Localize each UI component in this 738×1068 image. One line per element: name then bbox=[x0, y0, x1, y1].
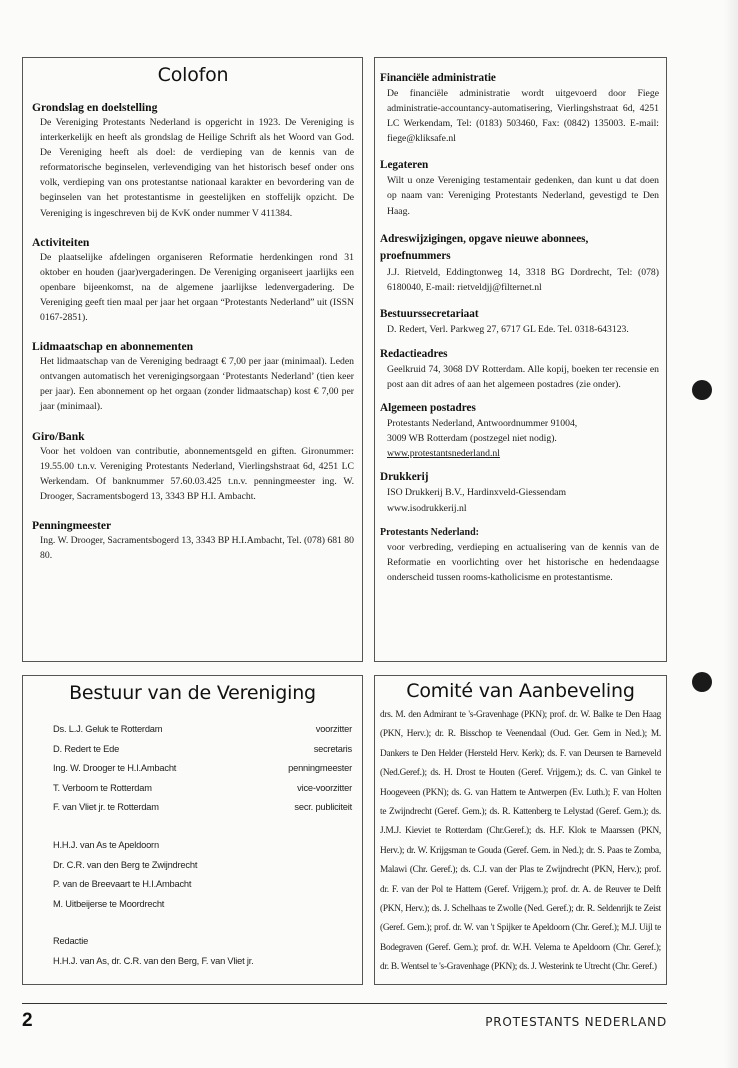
officer-row bbox=[53, 720, 352, 740]
member-line: P. van de Breevaart te H.I.Ambacht bbox=[53, 879, 192, 890]
section-legateren bbox=[380, 158, 659, 218]
officer-row bbox=[53, 740, 352, 760]
section-heading: Legateren bbox=[380, 159, 429, 172]
section-text: De financiële administratie wordt uitgevoerd door Fiege administratie-accountancy-automatisering, Vierlingshstraat 6d, 4251 LC Werkendam, Tel: (0183) 503460, Fax: (0842) 135003. E-mail: fiege@kliksafe.nl bbox=[387, 88, 659, 145]
footer-rule bbox=[22, 1003, 667, 1004]
section-text: De plaatselijke afdelingen organiseren Reformatie herdenkingen rond 31 oktober en houden (jaar)vergaderingen. De Vereniging organiseert jaarlijks een openbare bijeenkomst, na de algemene jaarlijkse ledenvergadering. De Vereniging geeft tien maal per jaar het orgaan “Protestants Nederland” uit (ISSN 0167-2851). bbox=[40, 251, 354, 324]
section-heading: Penningmeester bbox=[32, 518, 112, 532]
colofon-box bbox=[22, 57, 363, 662]
section-giro-bank bbox=[32, 429, 354, 504]
officer-name: D. Redert te Ede bbox=[53, 743, 120, 754]
officer-row bbox=[53, 798, 352, 818]
section-text: Voor het voldoen van contributie, abonnementsgeld en giften. Gironummer: 19.55.00 t.n.v. Vereniging Protestants Nederland, Vierlingshstraat 6d, 4251 LC Werkendam. Of banknummer 57.60.03.425 t.n.v. penningmeester ing. W. Drooger, Sacramentsbogerd 13, 3343 BP H.I. Ambacht. bbox=[40, 445, 354, 502]
section-heading: Financiële administratie bbox=[380, 72, 496, 84]
section-text: voor verbreding, verdieping en actualisering van de kennis van de Reformatie en voorlichting over het historische en hedendaagse onderscheid tussen rooms-katholicisme en protestantisme. bbox=[387, 541, 659, 583]
section-heading: Grondslag en doelstelling bbox=[32, 101, 158, 114]
page-number: 2 bbox=[22, 1010, 33, 1031]
officer-role: penningmeester bbox=[288, 763, 352, 774]
comite-box bbox=[374, 675, 667, 985]
spacer bbox=[53, 818, 352, 836]
section-heading: Algemeen postadres bbox=[380, 402, 476, 415]
officer-name: T. Verboom te Rotterdam bbox=[53, 782, 152, 793]
officer-name: Ds. L.J. Geluk te Rotterdam bbox=[53, 724, 163, 734]
section-text: J.J. Rietveld, Eddingtonweg 14, 3318 BG Dordrecht, Tel: (078) 6180040, E-mail: rietveldjj@filternet.nl bbox=[387, 266, 659, 293]
officer-row bbox=[53, 779, 352, 799]
member-line: H.H.J. van As te Apeldoorn bbox=[53, 839, 159, 850]
section-lidmaatschap bbox=[32, 339, 354, 414]
section-heading: Adreswijzigingen, opgave nieuwe abonnees, proefnummers bbox=[380, 232, 589, 262]
page-edge-shadow bbox=[724, 0, 738, 1068]
section-redactieadres bbox=[380, 347, 659, 392]
section-heading: Drukkerij bbox=[380, 471, 429, 484]
section-protestants-nederland bbox=[380, 525, 659, 585]
bestuur-title: Bestuur van de Vereniging bbox=[69, 682, 316, 704]
section-text: Protestants Nederland, Antwoordnummer 91004, bbox=[387, 418, 578, 430]
section-financiele-administratie bbox=[380, 71, 659, 146]
spacer bbox=[53, 914, 352, 932]
section-adreswijzigingen bbox=[380, 231, 659, 295]
section-activiteiten bbox=[32, 235, 354, 325]
member-line: Dr. C.R. van den Berg te Zwijndrecht bbox=[53, 859, 198, 870]
officer-role: secr. publiciteit bbox=[294, 802, 352, 813]
officer-row bbox=[53, 759, 352, 779]
contact-info-box bbox=[374, 57, 667, 662]
drukkerij-website[interactable]: www.isodrukkerij.nl bbox=[387, 502, 467, 514]
officer-name: F. van Vliet jr. te Rotterdam bbox=[53, 802, 159, 813]
bestuur-box bbox=[22, 675, 363, 985]
officer-name: Ing. W. Drooger te H.I.Ambacht bbox=[53, 763, 177, 774]
redactie-label: Redactie bbox=[53, 936, 89, 947]
section-text: Het lidmaatschap van de Vereniging bedraagt € 7,00 per jaar (minimaal). Leden ontvangen automatisch het verenigingsorgaan ‘Protestants Nederland’ (tien keer per jaar). Een abonnement op het orgaan (zonder lidmaatschap) kost € 7,00 per jaar (minimaal). bbox=[40, 356, 354, 413]
section-text: ISO Drukkerij B.V., Hardinxveld-Giessendam bbox=[387, 487, 567, 499]
section-text: Geelkruid 74, 3068 DV Rotterdam. Alle kopij, boeken ter recensie en post aan dit adres of aan het algemeen postadres (zie onder). bbox=[387, 363, 659, 391]
section-heading: Redactieadres bbox=[380, 347, 448, 360]
journal-name: PROTESTANTS NEDERLAND bbox=[485, 1015, 667, 1029]
section-grondslag bbox=[32, 100, 354, 221]
colofon-title: Colofon bbox=[157, 64, 229, 86]
website-link[interactable]: www.protestantsnederland.nl bbox=[387, 448, 500, 460]
section-bestuurssecretariaat bbox=[380, 307, 659, 337]
section-text: D. Redert, Verl. Parkweg 27, 6717 GL Ede. Tel. 0318-643123. bbox=[387, 323, 629, 335]
punch-hole bbox=[692, 672, 712, 692]
punch-hole bbox=[692, 380, 712, 400]
section-heading: Protestants Nederland: bbox=[380, 526, 479, 538]
section-penningmeester bbox=[32, 518, 354, 563]
section-heading: Giro/Bank bbox=[32, 429, 85, 443]
section-text: De Vereniging Protestants Nederland is opgericht in 1923. De Vereniging is interkerkelijk en heeft als grondslag de Heilige Schrift als het Woord van God. De Vereniging heeft als doel: de verdieping van de kennis van de reformatorische beginselen, verlevendiging van het historisch besef onder ons volk, verdieping van ons protestantse nationaal karakter en bevordering van de beginselen van het protestantisme in geestelijken en stoffelijk opzicht. De Vereniging is ingeschreven bij de KvK onder nummer V 411384. bbox=[40, 117, 354, 219]
officer-role: secretaris bbox=[313, 743, 352, 754]
member-line: M. Uitbeijerse te Moordrecht bbox=[53, 898, 165, 909]
section-heading: Activiteiten bbox=[32, 235, 90, 249]
section-text: 3009 WB Rotterdam (postzegel niet nodig). bbox=[387, 433, 557, 445]
section-text: Ing. W. Drooger, Sacramentsbogerd 13, 3343 BP H.I.Ambacht, Tel. (078) 681 80 80. bbox=[40, 534, 354, 561]
officer-role: vice-voorzitter bbox=[297, 782, 352, 793]
comite-title: Comité van Aanbeveling bbox=[406, 680, 635, 702]
section-heading: Bestuurssecretariaat bbox=[380, 307, 479, 320]
redactie-names: H.H.J. van As, dr. C.R. van den Berg, F. van Vliet jr. bbox=[53, 955, 254, 966]
comite-members-text: drs. M. den Admirant te 's-Gravenhage (PKN); prof. dr. W. Balke te Den Haag (PKN, Herv.); dr. R. Bisschop te Veenendaal (Oud. Ger. Gem in Ned.); M. Dankers te Den Helder (Hersteld Herv. Kerk); ds. F. van Deursen te Barneveld (Ned.Geref.); ds. H. Drost te Houten (Geref. Vrijgem.); ds. C. van Ginkel te Hoogeveen (PKN); ds. G. van Hattem te Antwerpen (Ev. Luth.); F. van Holten te Zwijndrecht (Geref. Gem.); ds. R. Kattenberg te Lelystad (Geref. Gem.); ds. J.M.J. Kieviet te Rotterdam (Chr.Geref.); ds. H.F. Klok te Maarssen (PKN, Herv.); dr. W. Krijgsman te Gouda (Geref. Gem. in Ned.); dr. S. Paas te Zomba, Malawi (Chr. Geref.); ds. C.J. van der Plas te Zwijndrecht (PKN, Herv.); prof. dr. F. van der Pol te Hattem (Geref. Vrijgem.); prof. dr. A. de Reuver te Delft (PKN, Herv.); ds. J. Schelhaas te Zwolle (Ned. Geref.); dr. R. Seldenrijk te Zeist (Geref. Gem.); prof. dr. W. van 't Spijker te Apeldoorn (Chr. Geref.); M.J. Uijl te Bodegraven (Geref. Gem.); prof. dr. W.H. Velema te Apeldoorn (Chr. Geref.); dr. B. Wentsel te 's-Gravenhage (PKN); ds. J. Westerink te Utrecht (Chr. Geref.) bbox=[380, 710, 661, 973]
officer-role: voorzitter bbox=[315, 724, 352, 734]
section-algemeen-postadres bbox=[380, 401, 659, 461]
section-text: Wilt u onze Vereniging testamentair gedenken, dan kunt u dat doen op naam van: Vereniging Protestants Nederland, gevestigd te Den Haag. bbox=[387, 175, 659, 217]
section-heading: Lidmaatschap en abonnementen bbox=[32, 340, 194, 354]
section-drukkerij bbox=[380, 470, 659, 515]
